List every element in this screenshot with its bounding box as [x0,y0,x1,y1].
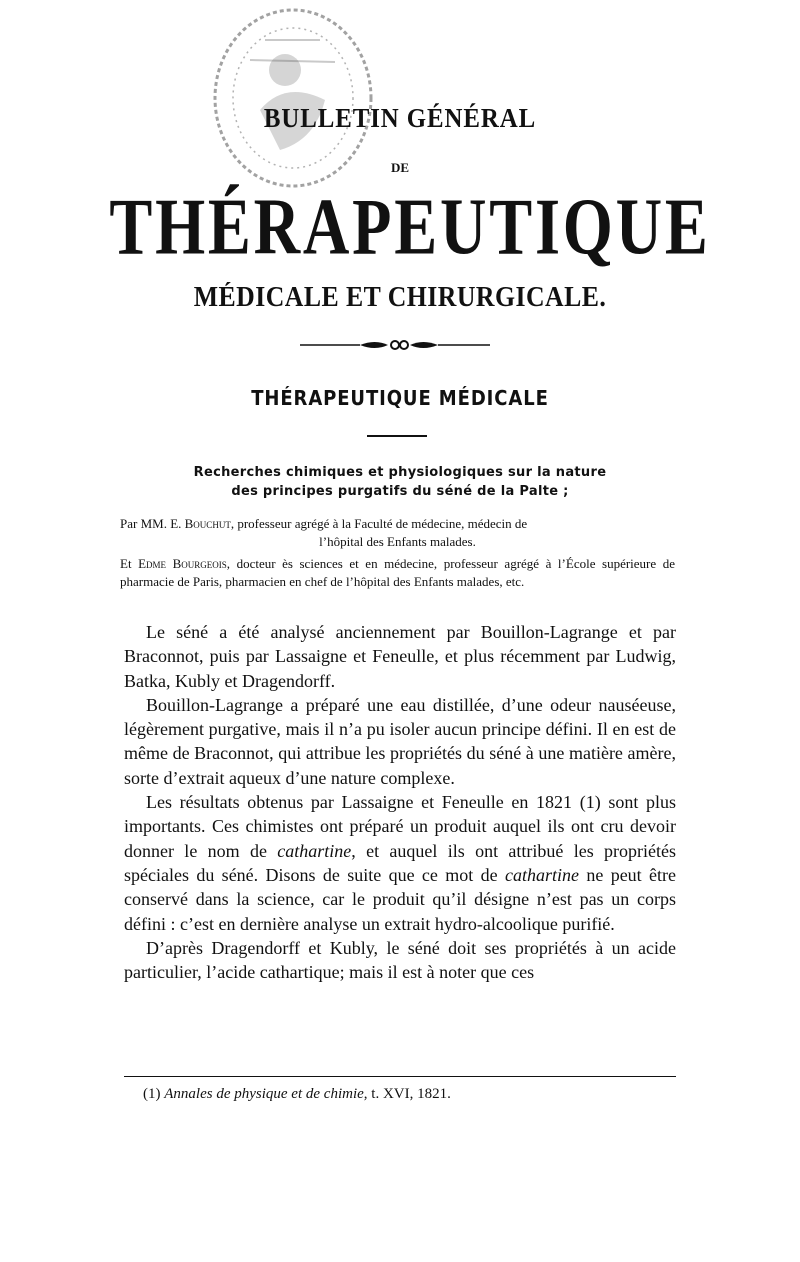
byline-2-rest: , docteur ès sciences et en médecine, professeur agrégé à l’École supérieure de pharmacie de Paris, pharmacien en chef de l’hôpital des Enfants malades, etc. [120,556,675,589]
paragraph-4: D’après Dragendorff et Kubly, le séné doit ses propriétés à un acide particulier, l’acide cathartique; mais il est à noter que ces [124,937,676,983]
article-body [124,620,676,984]
term-cathartine-2: cathartine [504,864,579,885]
section-rule [367,435,427,437]
byline-1-prefix: Par MM. E. [120,516,185,531]
byline-1-rest: , professeur agrégé à la Faculté de médecine, médecin de [230,516,528,531]
ornament-divider [300,335,490,355]
article-title-line-1: Recherches chimiques et physiologiques sur la nature [193,465,607,480]
author-bourgeois: Edme Bourgeois [138,556,227,571]
header-bulletin: BULLETIN GÉNÉRAL [263,103,537,133]
byline-bourgeois [120,555,675,590]
term-cathartine-1: cathartine [277,840,352,861]
paragraph-3-part-c: ne peut être conservé dans la science, car le produit qu’il désigne n’est pas un corps défini : c’est en dernière analyse un extrait hydro-alcoolique purifié. [124,864,677,934]
author-bouchut: Bouchut [184,516,231,531]
byline-1-line2: l’hôpital des Enfants malades. [319,533,476,549]
section-title: THÉRAPEUTIQUE MÉDICALE [251,386,549,410]
byline-2-prefix: Et [120,556,139,571]
footnote-marker: (1) [143,1086,165,1102]
footnote-journal-title: Annales de physique et de chimie [164,1086,364,1102]
footnote-rest: , t. XVI, 1821. [363,1086,451,1102]
paragraph-3-part-a: Les résultats obtenus par Lassaigne et Feneulle en 1821 (1) sont plus importants. Ces chimistes ont préparé un produit auquel ils ont cru devoir donner le nom de [124,792,676,861]
paragraph-1: Le séné a été analysé anciennement par Bouillon-Lagrange et par Braconnot, puis par Lassaigne et Feneulle, et plus récemment par Ludwig, Batka, Kubly et Dragendorff. [124,622,676,691]
footnote [143,1086,683,1103]
header-de: DE [390,160,410,175]
byline-bouchut [120,515,675,550]
footnote-rule [124,1076,676,1077]
article-title-line-2: des principes purgatifs du séné de la Palte ; [231,484,569,499]
paragraph-3 [124,790,676,936]
main-title: THÉRAPEUTIQUE [109,183,711,272]
paragraph-2: Bouillon-Lagrange a préparé une eau distillée, d’une odeur nauséeuse, légèrement purgative, mais il n’a pu isoler aucun principe défini. Il en est de même de Braconnot, qui attribue les propriétés du séné à une matière amère, sorte d’extrait aqueux d’une nature complexe. [124,694,676,788]
header-subtitle: MÉDICALE ET CHIRURGICALE. [193,282,607,313]
paragraph-3-part-b: , et auquel ils ont attribué les propriétés spéciales du séné. Disons de suite que ce mot de [124,840,676,885]
